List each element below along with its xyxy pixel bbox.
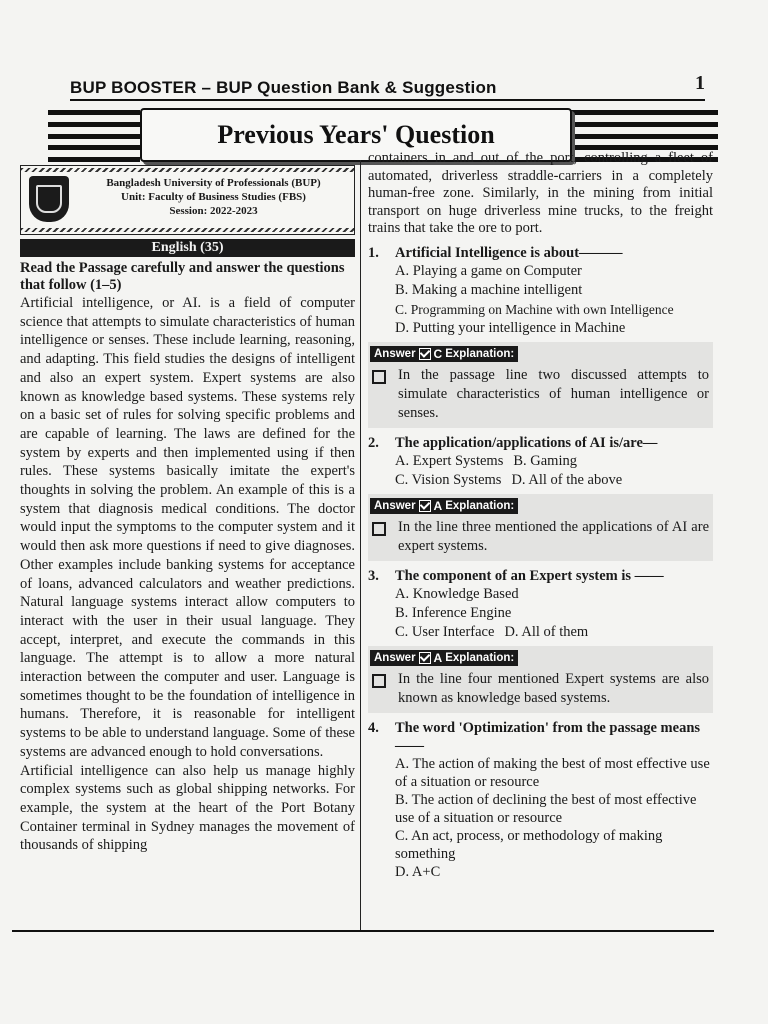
option-d: D. Putting your intelligence in Machine xyxy=(395,319,626,336)
question-stem xyxy=(368,567,713,585)
options-list xyxy=(368,452,713,490)
question-stem xyxy=(368,719,713,755)
decorative-border-bottom xyxy=(21,228,354,232)
question-stem xyxy=(368,244,713,262)
option-d: D. All of the above xyxy=(511,471,623,488)
question-text: The component of an Expert system is —— xyxy=(395,567,664,584)
right-column xyxy=(368,150,713,881)
explanation-box xyxy=(368,342,713,428)
answer-letter: A xyxy=(433,498,443,513)
answer-label: Answer xyxy=(374,347,416,360)
question-1 xyxy=(368,244,713,428)
option-c: C. Vision Systems xyxy=(395,471,502,488)
passage-paragraph-1: Artificial intelligence, or AI. is a field of computer science that attempts to simulate characteristics of human intelligence or senses. These include learning, reasoning, and adapting. This field studies the designs of intelligent and also an expert system. Expert systems are also known as knowledge based systems. These systems rely on a basic set of rules for solving specific problems and are capable of learning. The laws are defined for the system by experts and then implemented using if then rules. These systems basically imitate the expert's thoughts in solving the problem. An example of this is a system that diagnosis medical conditions. The doctor would input the symptoms to the computer system and it would then ask more questions if need to give diagnoses. Other examples include banking systems for acceptance of loans, advanced calculators and weather predictions. Natural language systems interact allow computers to interact with the user in their usual language. They accept, interpret, and execute the commands in this language. The attempt is to allow a more natural interaction between the computer and user. Language is sometimes thought to be the foundation of intelligence in humans. Therefore, it is reasonable for intelligent systems to be able to understand language. Some of these systems are advanced enough to hold conversations. xyxy=(20,295,355,760)
passage-instruction: Read the Passage carefully and answer the questions that follow (1–5) xyxy=(20,260,345,293)
university-crest-icon xyxy=(29,176,69,222)
explanation-box xyxy=(368,494,713,561)
option-d: D. All of them xyxy=(504,623,589,640)
option-c: C. An act, process, or methodology of making something xyxy=(395,827,663,862)
check-icon xyxy=(419,652,431,664)
question-stem xyxy=(368,434,713,452)
university-unit: Unit: Faculty of Business Studies (FBS) xyxy=(121,191,306,203)
decorative-stripes-left xyxy=(48,110,140,162)
explanation-body xyxy=(392,670,709,708)
option-a: A. The action of making the best of most effective use of a situation or resource xyxy=(395,755,710,790)
bottom-rule xyxy=(12,930,714,932)
university-session: Session: 2022-2023 xyxy=(169,205,258,217)
options-list xyxy=(368,262,713,338)
explanation-text: In the line four mentioned Expert systems are also known as knowledge based systems. xyxy=(398,670,709,706)
checkbox-icon xyxy=(372,522,386,536)
explanation-label: Explanation: xyxy=(445,347,515,360)
answer-label: Answer xyxy=(374,499,416,512)
answer-tag xyxy=(370,498,518,514)
check-icon xyxy=(419,500,431,512)
header-rule xyxy=(70,99,705,101)
book-header-title: BUP BOOSTER – BUP Question Bank & Suggestion xyxy=(70,78,497,97)
answer-tag xyxy=(370,650,518,666)
answer-letter: A xyxy=(433,650,443,665)
option-c: C. Programming on Machine with own Intelligence xyxy=(395,301,674,317)
university-info-box xyxy=(20,165,355,235)
column-divider xyxy=(360,160,361,932)
option-b: B. The action of declining the best of most effective use of a situation or resource xyxy=(395,791,697,826)
explanation-label: Explanation: xyxy=(445,651,515,664)
passage-continued: containers in and out of the port, controlling a fleet of automated, driverless straddle-carriers in a completely human-free zone. Similarly, in the mining from initial transport on huge driverless mine trucks, to the freight trains that take the ore to port. xyxy=(368,150,713,236)
question-number: 4. xyxy=(368,719,379,736)
answer-label: Answer xyxy=(374,651,416,664)
page-number: 1 xyxy=(695,72,705,94)
question-number: 3. xyxy=(368,567,379,584)
checkbox-icon xyxy=(372,370,386,384)
university-name: Bangladesh University of Professionals (BUP) xyxy=(106,177,321,189)
explanation-text: In the passage line two discussed attempts to simulate characteristics of human intelligence or senses. xyxy=(398,366,709,421)
check-icon xyxy=(419,348,431,360)
explanation-text: In the line three mentioned the applications of AI are expert systems. xyxy=(398,518,709,554)
options-row xyxy=(395,623,713,642)
university-info xyxy=(83,176,344,218)
option-d: D. A+C xyxy=(395,863,441,880)
option-b: B. Gaming xyxy=(513,452,577,469)
option-c: C. User Interface xyxy=(395,623,495,640)
options-list xyxy=(368,585,713,642)
question-text: The application/applications of AI is/are— xyxy=(395,434,658,451)
options-list xyxy=(368,755,713,881)
answer-letter: C xyxy=(433,346,443,361)
option-a: A. Expert Systems xyxy=(395,452,504,469)
checkbox-icon xyxy=(372,674,386,688)
left-column xyxy=(20,165,355,855)
option-a: A. Playing a game on Computer xyxy=(395,262,582,279)
question-2 xyxy=(368,434,713,561)
subject-heading: English (35) xyxy=(20,239,355,257)
option-a: A. Knowledge Based xyxy=(395,585,519,602)
section-title: Previous Years' Question xyxy=(217,120,495,149)
question-text: Artificial Intelligence is about——— xyxy=(395,244,623,261)
question-text: The word 'Optimization' from the passage means —— xyxy=(395,719,701,754)
question-number: 1. xyxy=(368,244,379,261)
option-b: B. Inference Engine xyxy=(395,604,512,621)
question-4 xyxy=(368,719,713,881)
question-number: 2. xyxy=(368,434,379,451)
question-3 xyxy=(368,567,713,713)
options-row xyxy=(395,471,713,490)
explanation-box xyxy=(368,646,713,713)
explanation-body xyxy=(392,518,709,556)
option-b: B. Making a machine intelligent xyxy=(395,281,583,298)
explanation-label: Explanation: xyxy=(445,499,515,512)
explanation-body xyxy=(392,366,709,423)
options-row xyxy=(395,452,713,471)
passage-paragraph-2: Artificial intelligence can also help us manage highly complex systems such as global shipping networks. For example, the system at the heart of the Port Botany Container terminal in Sydney manages the movement of thousands of shipping xyxy=(20,762,355,854)
answer-tag xyxy=(370,346,518,362)
decorative-border-top xyxy=(21,168,354,172)
